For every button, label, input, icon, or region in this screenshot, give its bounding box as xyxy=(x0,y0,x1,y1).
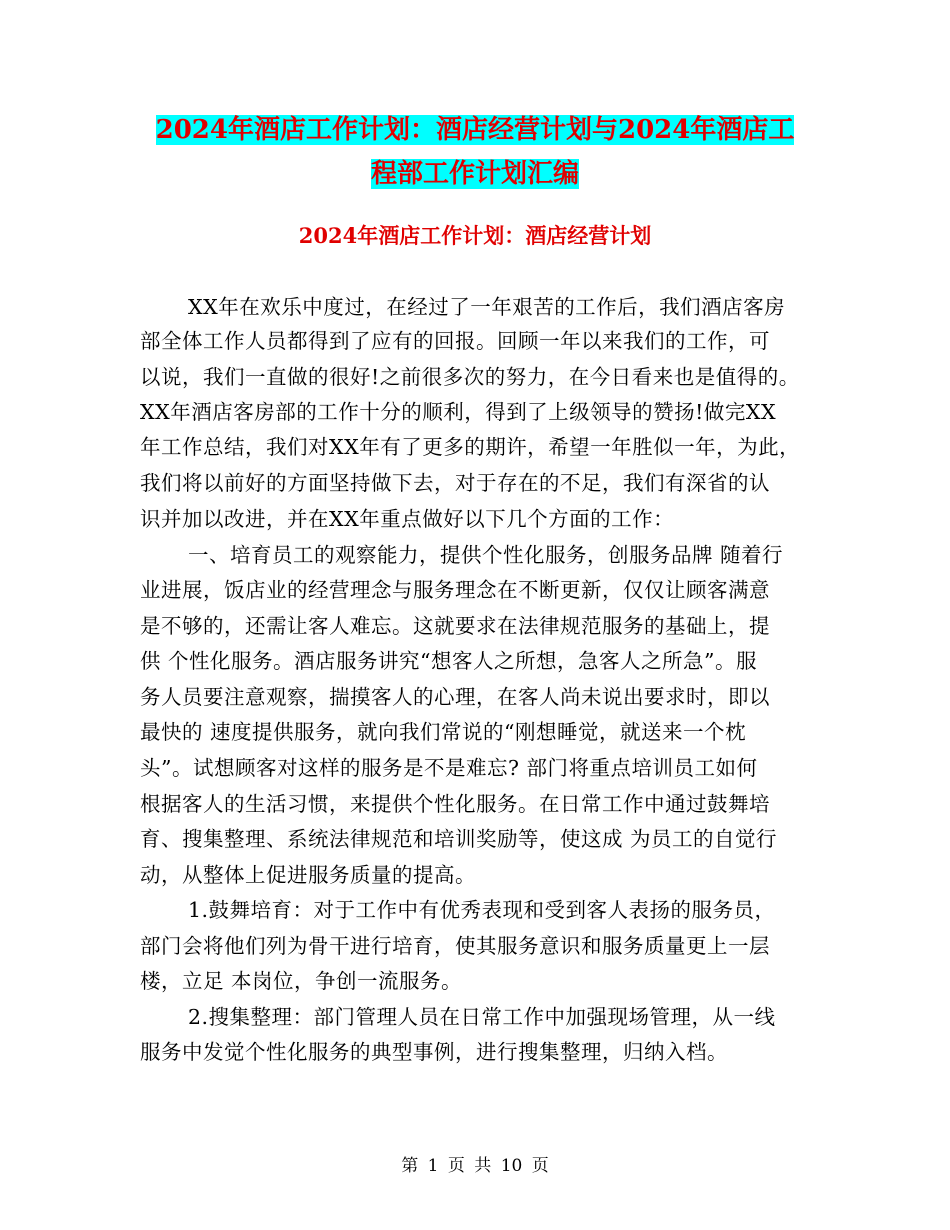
body-line: 部门会将他们列为骨干进行培育，使其服务意识和服务质量更上一层 xyxy=(140,934,770,958)
body-line: 根据客人的生活习惯，来提供个性化服务。在日常工作中通过鼓舞培 xyxy=(140,792,770,816)
body-line: 我们将以前好的方面坚持做下去，对于存在的不足，我们有深省的认 xyxy=(140,471,770,495)
body-line: 供 个性化服务。酒店服务讲究“想客人之所想，急客人之所急”。服 xyxy=(140,649,757,673)
body-line: 以说，我们一直做的很好!之前很多次的努力，在今日看来也是值得的。 xyxy=(140,365,800,389)
body-line: 最快的 速度提供服务，就向我们常说的“刚想睡觉，就送来一个枕 xyxy=(140,720,746,744)
body-line: 2.搜集整理：部门管理人员在日常工作中加强现场管理，从一线 xyxy=(188,1005,776,1029)
body-line: 头”。试想顾客对这样的服务是不是难忘? 部门将重点培训员工如何 xyxy=(140,756,758,780)
document-title xyxy=(100,108,850,196)
body-line: 识并加以改进，并在XX年重点做好以下几个方面的工作： xyxy=(140,507,675,531)
body-line: 动，从整体上促进服务质量的提高。 xyxy=(140,863,476,887)
body-line: 育、搜集整理、系统法律规范和培训奖励等，使这成 为员工的自觉行 xyxy=(140,827,778,851)
body-line: 业进展，饭店业的经营理念与服务理念在不断更新，仅仅让顾客满意 xyxy=(140,578,770,602)
body-line: 年工作总结，我们对XX年有了更多的期许，希望一年胜似一年，为此， xyxy=(140,435,801,459)
body-line: 楼，立足 本岗位，争创一流服务。 xyxy=(140,969,463,993)
body-line: 1.鼓舞培育：对于工作中有优秀表现和受到客人表扬的服务员， xyxy=(188,898,776,922)
body-line: 服务中发觉个性化服务的典型事例，进行搜集整理，归纳入档。 xyxy=(140,1040,728,1064)
section-title: 2024年酒店工作计划：酒店经营计划 xyxy=(298,223,652,248)
body-line: 一、培育员工的观察能力，提供个性化服务，创服务品牌 随着行 xyxy=(188,543,784,567)
document-title-line-2: 程部工作计划汇编 xyxy=(370,159,579,189)
page-footer: 第 1 页 共 10 页 xyxy=(401,1156,549,1176)
document-title-line-1: 2024年酒店工作计划：酒店经营计划与2024年酒店工 xyxy=(155,115,795,145)
body-line: 部全体工作人员都得到了应有的回报。回顾一年以来我们的工作，可 xyxy=(140,329,770,353)
body-line: XX年酒店客房部的工作十分的顺利，得到了上级领导的赞扬!做完XX xyxy=(140,400,777,424)
body-line: 务人员要注意观察，揣摸客人的心理，在客人尚未说出要求时，即以 xyxy=(140,685,770,709)
body-line: XX年在欢乐中度过，在经过了一年艰苦的工作后，我们酒店客房 xyxy=(188,295,786,319)
body-line: 是不够的，还需让客人难忘。这就要求在法律规范服务的基础上，提 xyxy=(140,614,770,638)
